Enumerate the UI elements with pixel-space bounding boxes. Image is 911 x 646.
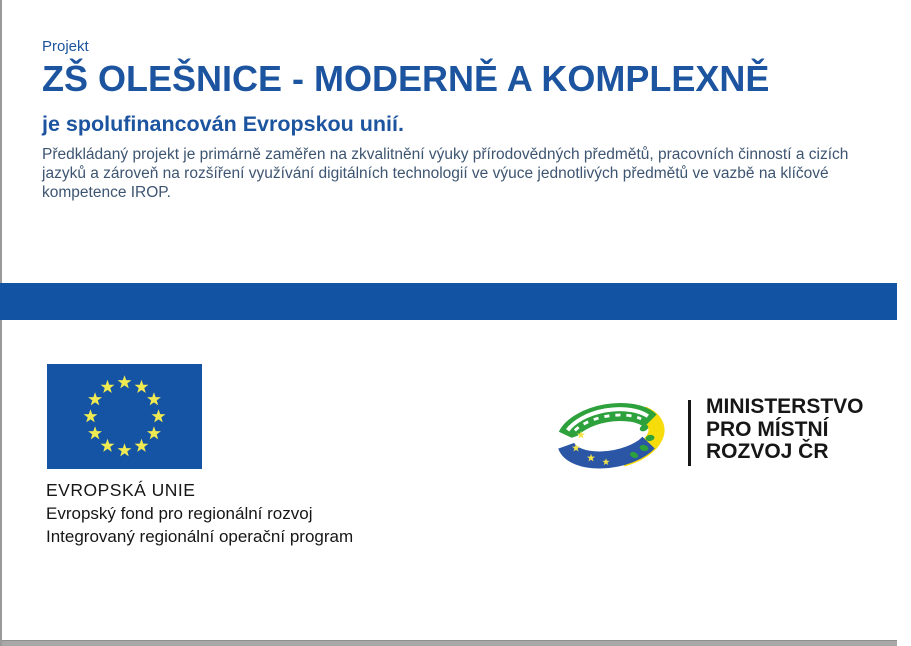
project-subtitle: je spolufinancován Evropskou unií.	[42, 112, 404, 136]
project-kicker-label: Projekt	[42, 38, 89, 55]
eu-text-block	[46, 479, 353, 548]
mmr-swirl-logo-icon	[554, 398, 672, 472]
eu-line-1: EVROPSKÁ UNIE	[46, 480, 196, 500]
mmr-line-1: MINISTERSTVO	[706, 395, 864, 418]
eu-line-2: Evropský fond pro regionální rozvoj	[46, 504, 313, 523]
mmr-line-2: PRO MÍSTNÍ	[706, 417, 829, 441]
mmr-line-3: ROZVOJ ČR	[706, 440, 829, 463]
project-title: ZŠ OLEŠNICE - MODERNĚ A KOMPLEXNĚ	[42, 58, 770, 99]
window-bottom-border	[0, 640, 897, 646]
eu-line-3: Integrovaný regionální operační program	[46, 527, 354, 546]
window-left-border	[0, 0, 2, 646]
mmr-text-block	[706, 396, 864, 464]
project-description: Předkládaný projekt je primárně zaměřen na zkvalitnění výuky přírodovědných předmětů, pracovních činností a cizích jazyků a zároveň na rozšíření využívání digitálních technologií ve výuce jednotlivých předmětů ve vazbě na klíčové kompetence IROP.	[42, 146, 849, 202]
eu-flag-icon	[47, 364, 202, 469]
blue-separator-band	[0, 283, 897, 320]
mmr-divider-line	[688, 400, 691, 466]
